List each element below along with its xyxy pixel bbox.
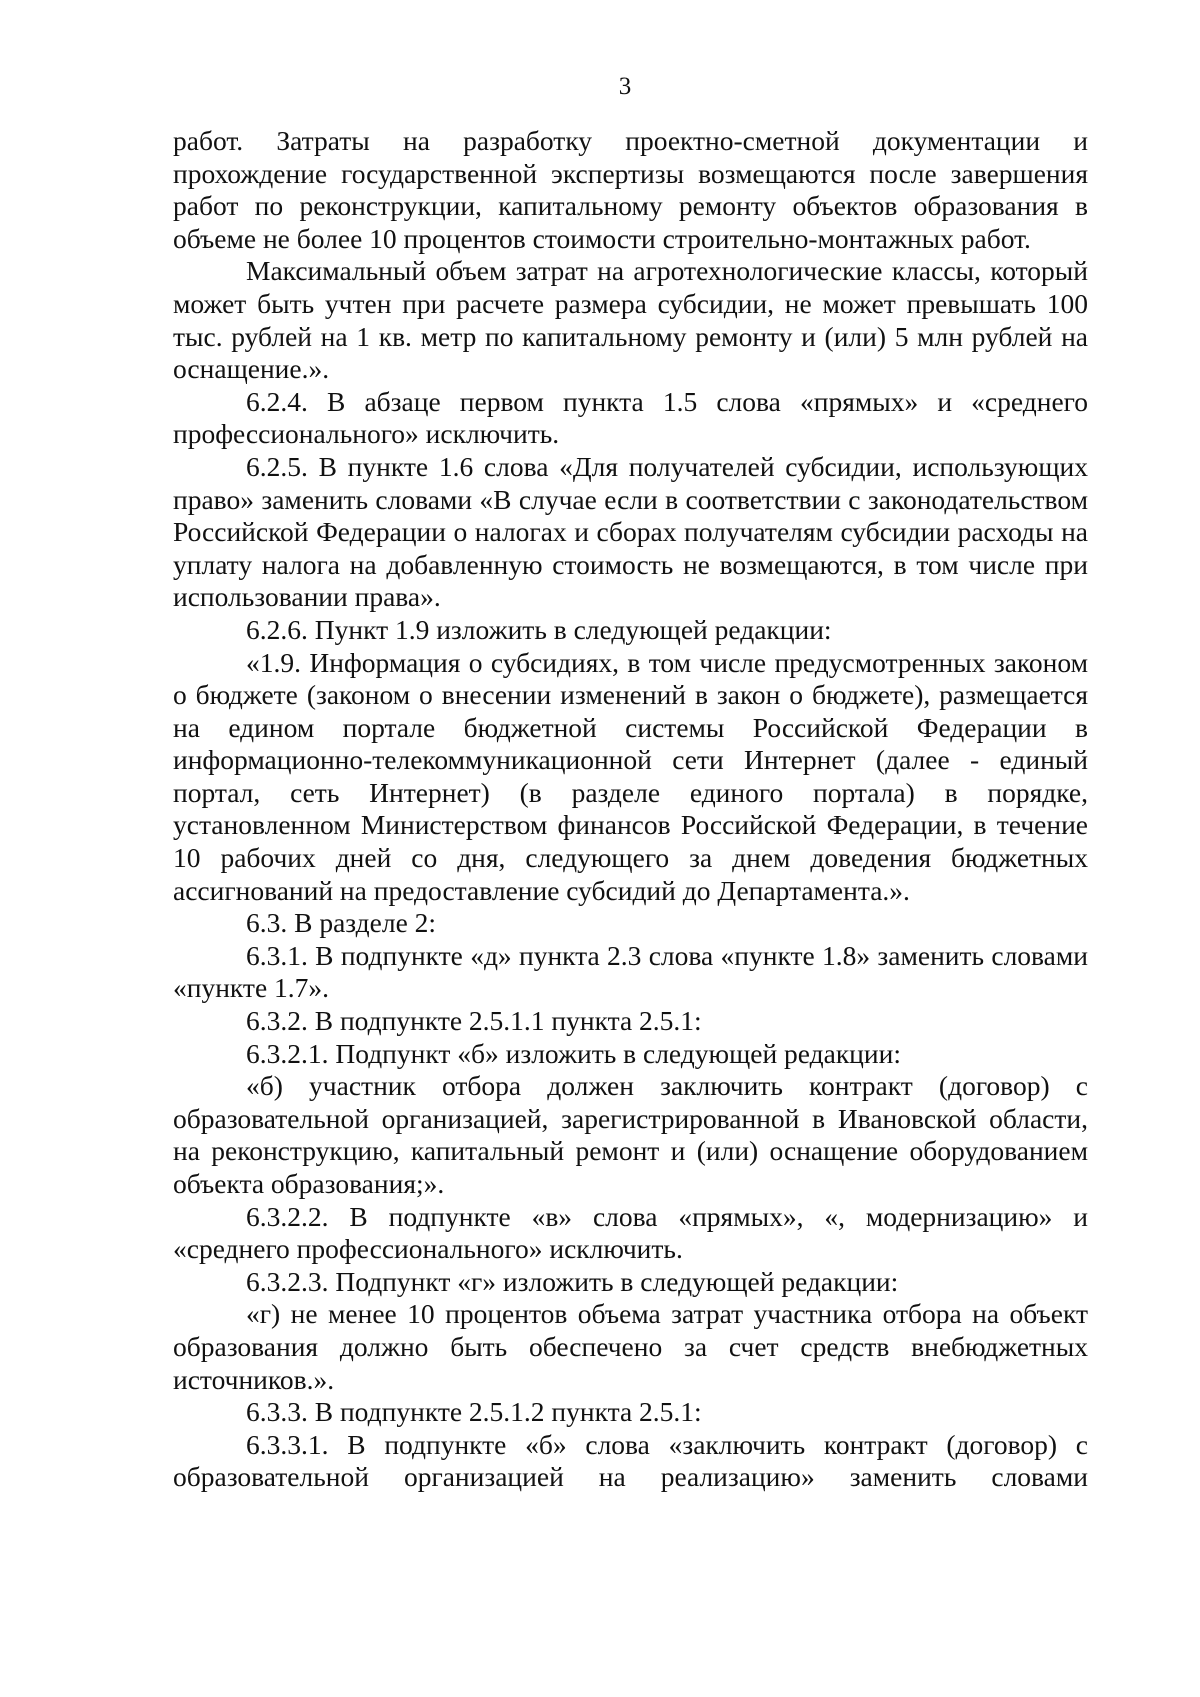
paragraph-cut-off: 6.3.3.1. В подпункте «б» слова «заключить контракт (договор) с образовательной организацией на реализацию» заменить словами [173, 1428, 1088, 1493]
paragraph: 6.3.1. В подпункте «д» пункта 2.3 слова «пункте 1.8» заменить словами «пункте 1.7». [173, 939, 1088, 1004]
paragraph: 6.2.4. В абзаце первом пункта 1.5 слова «прямых» и «среднего профессионального» исключить. [173, 385, 1088, 450]
paragraph: «б) участник отбора должен заключить контракт (договор) с образовательной организацией, зарегистрированной в Ивановской области, на реконструкцию, капитальный ремонт и (или) оснащение оборудованием объекта образования;». [173, 1070, 1088, 1199]
paragraph: Максимальный объем затрат на агротехнологические классы, который может быть учтен при расчете размера субсидии, не может превышать 100 тыс. рублей на 1 кв. метр по капитальному ремонту и (или) 5 млн рублей на оснащение.». [173, 255, 1088, 385]
paragraph: 6.3.2. В подпункте 2.5.1.1 пункта 2.5.1: [246, 1005, 702, 1037]
paragraph: 6.3.2.1. Подпункт «б» изложить в следующей редакции: [246, 1037, 901, 1069]
paragraph: «г) не менее 10 процентов объема затрат участника отбора на объект образования должно быть обеспечено за счет средств внебюджетных источников.». [173, 1298, 1088, 1395]
paragraph: 6.3.3. В подпункте 2.5.1.2 пункта 2.5.1: [246, 1396, 702, 1428]
paragraph: «1.9. Информация о субсидиях, в том числе предусмотренных законом о бюджете (законом о внесении изменений в закон о бюджете), размещается на едином портале бюджетной системы Российской Федерации в информационно-телекоммуникационной сети Интернет (далее - единый портал, сеть Интернет) (в разделе единого портала) в порядке, установленном Министерством финансов Российской Федерации, в течение 10 рабочих дней со дня, следующего за днем доведения бюджетных ассигнований на предоставление субсидий до Департамента.». [173, 646, 1088, 906]
paragraph: 6.3.2.2. В подпункте «в» слова «прямых», «, модернизацию» и «среднего профессионального» исключить. [173, 1200, 1088, 1265]
page-number: 3 [618, 73, 632, 100]
paragraph: 6.2.5. В пункте 1.6 слова «Для получателей субсидии, использующих право» заменить словами «В случае если в соответствии с законодательством Российской Федерации о налогах и сборах получателям субсидии расходы на уплату налога на добавленную стоимость не возмещаются, в том числе при использовании права». [173, 450, 1088, 613]
paragraph-continuation: работ. Затраты на разработку проектно-сметной документации и прохождение государственной экспертизы возмещаются после завершения работ по реконструкции, капитальному ремонту объектов образования в объеме не более 10 процентов стоимости строительно-монтажных работ. [173, 125, 1088, 254]
document-body [173, 125, 1088, 1494]
paragraph: 6.2.6. Пункт 1.9 изложить в следующей редакции: [246, 613, 832, 645]
paragraph: 6.3.2.3. Подпункт «г» изложить в следующей редакции: [246, 1265, 899, 1297]
paragraph: 6.3. В разделе 2: [246, 907, 437, 939]
